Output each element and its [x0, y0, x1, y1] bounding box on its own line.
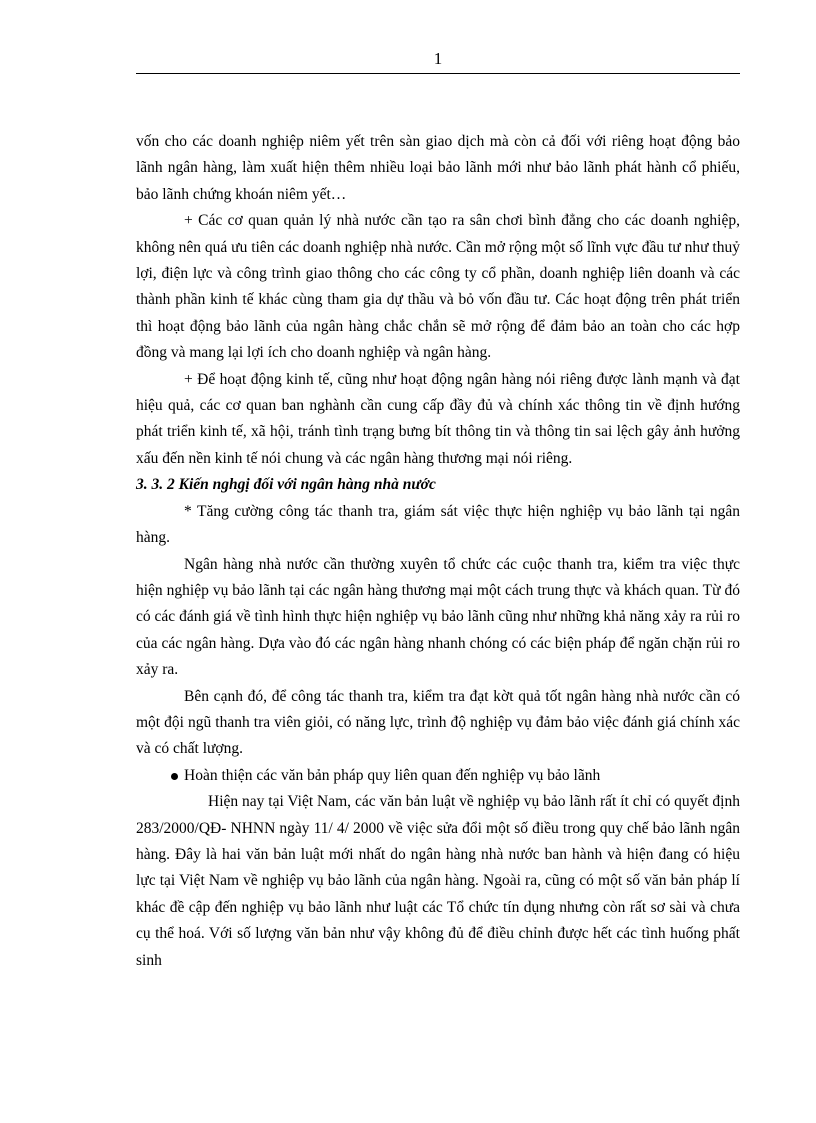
paragraph-continuation: vốn cho các doanh nghiệp niêm yết trên sàn giao dịch mà còn cả đối với riêng hoạt động bảo lãnh ngân hàng, làm xuất hiện thêm nhiều loại bảo lãnh mới như bảo lãnh phát hành cổ phiếu, bảo lãnh chứng khoán niêm yết… — [136, 133, 740, 203]
paragraph-information-provision: + Để hoạt động kinh tế, cũng như hoạt động ngân hàng nói riêng được lành mạnh và đạt hiệu quả, các cơ quan ban nghành cần cung cấp đầy đủ và chính xác thông tin về định hướng phát triển kinh tế, xã hội, tránh tình trạng bưng bít thông tin và thông tin sai lệch gây ảnh hưởng xấu đến nền kinh tế nói chung và các ngân hàng thương mại nói riêng. — [136, 370, 740, 467]
document-body — [136, 129, 740, 974]
paragraph-inspection-intro: * Tăng cường công tác thanh tra, giám sát việc thực hiện nghiệp vụ bảo lãnh tại ngân hàng. — [136, 502, 740, 547]
paragraph-legal-documents: Hiện nay tại Việt Nam, các văn bản luật về nghiệp vụ bảo lãnh rất ít chỉ có quyết định 283/2000/QĐ- NHNN ngày 11/ 4/ 2000 về việc sửa đổi một số điều trong quy chế bảo lãnh ngân hàng. Đây là hai văn bản luật mới nhất do ngân hàng nhà nước ban hành và hiện đang có hiệu lực tại Việt Nam về nghiệp vụ bảo lãnh của ngân hàng. Ngoài ra, cũng có một số văn bản pháp lí khác đề cập đến nghiệp vụ bảo lãnh như luật các Tổ chức tín dụng nhưng còn rất sơ sài và chưa cụ thể hoá. Với số lượng văn bản như vậy không đủ để điều chỉnh được hết các tình huống phất sinh — [136, 793, 740, 969]
bullet-dot-icon — [171, 773, 178, 780]
page-number: 1 — [433, 49, 443, 68]
paragraph-equal-playing-field: + Các cơ quan quản lý nhà nước cần tạo ra sân chơi bình đẳng cho các doanh nghiệp, không nên quá ưu tiên các doanh nghiệp nhà nước. Cần mở rộng một số lĩnh vực đầu tư như thuỷ lợi, điện lực và công trình giao thông cho các công ty cổ phần, doanh nghiệp liên doanh và các thành phần kinh tế khác cùng tham gia dự thầu và bỏ vốn đầu tư. Các hoạt động trên phát triển thì hoạt động bảo lãnh của ngân hàng chắc chắn sẽ mở rộng để đảm bảo an toàn cho các hợp đồng và mang lại lợi ích cho doanh nghiệp và ngân hàng. — [136, 212, 740, 362]
section-heading: 3. 3. 2 Kiến nghgị đối với ngân hàng nhà nước — [136, 476, 436, 494]
paragraph-inspectors: Bên cạnh đó, để công tác thanh tra, kiểm tra đạt kờt quả tốt ngân hàng nhà nước cần có một đội ngũ thanh tra viên giỏi, có năng lực, trình độ nghiệp vụ đảm bảo việc đánh giá chính xác và có chất lượng. — [136, 687, 740, 758]
bullet-item-text: Hoàn thiện các văn bản pháp quy liên quan đến nghiệp vụ bảo lãnh — [184, 766, 601, 784]
page-header — [136, 48, 740, 74]
paragraph-inspection-detail: Ngân hàng nhà nước cần thường xuyên tổ chức các cuộc thanh tra, kiểm tra việc thực hiện nghiệp vụ bảo lãnh tại các ngân hàng thương mại một cách trung thực và khách quan. Từ đó có các đánh giá về tình hình thực hiện nghiệp vụ bảo lãnh cũng như những khả năng xảy ra rủi ro của các ngân hàng. Dựa vào đó các ngân hàng nhanh chóng có các biện pháp để ngăn chặn rủi ro xảy ra. — [136, 555, 740, 679]
bullet-item — [136, 763, 740, 789]
